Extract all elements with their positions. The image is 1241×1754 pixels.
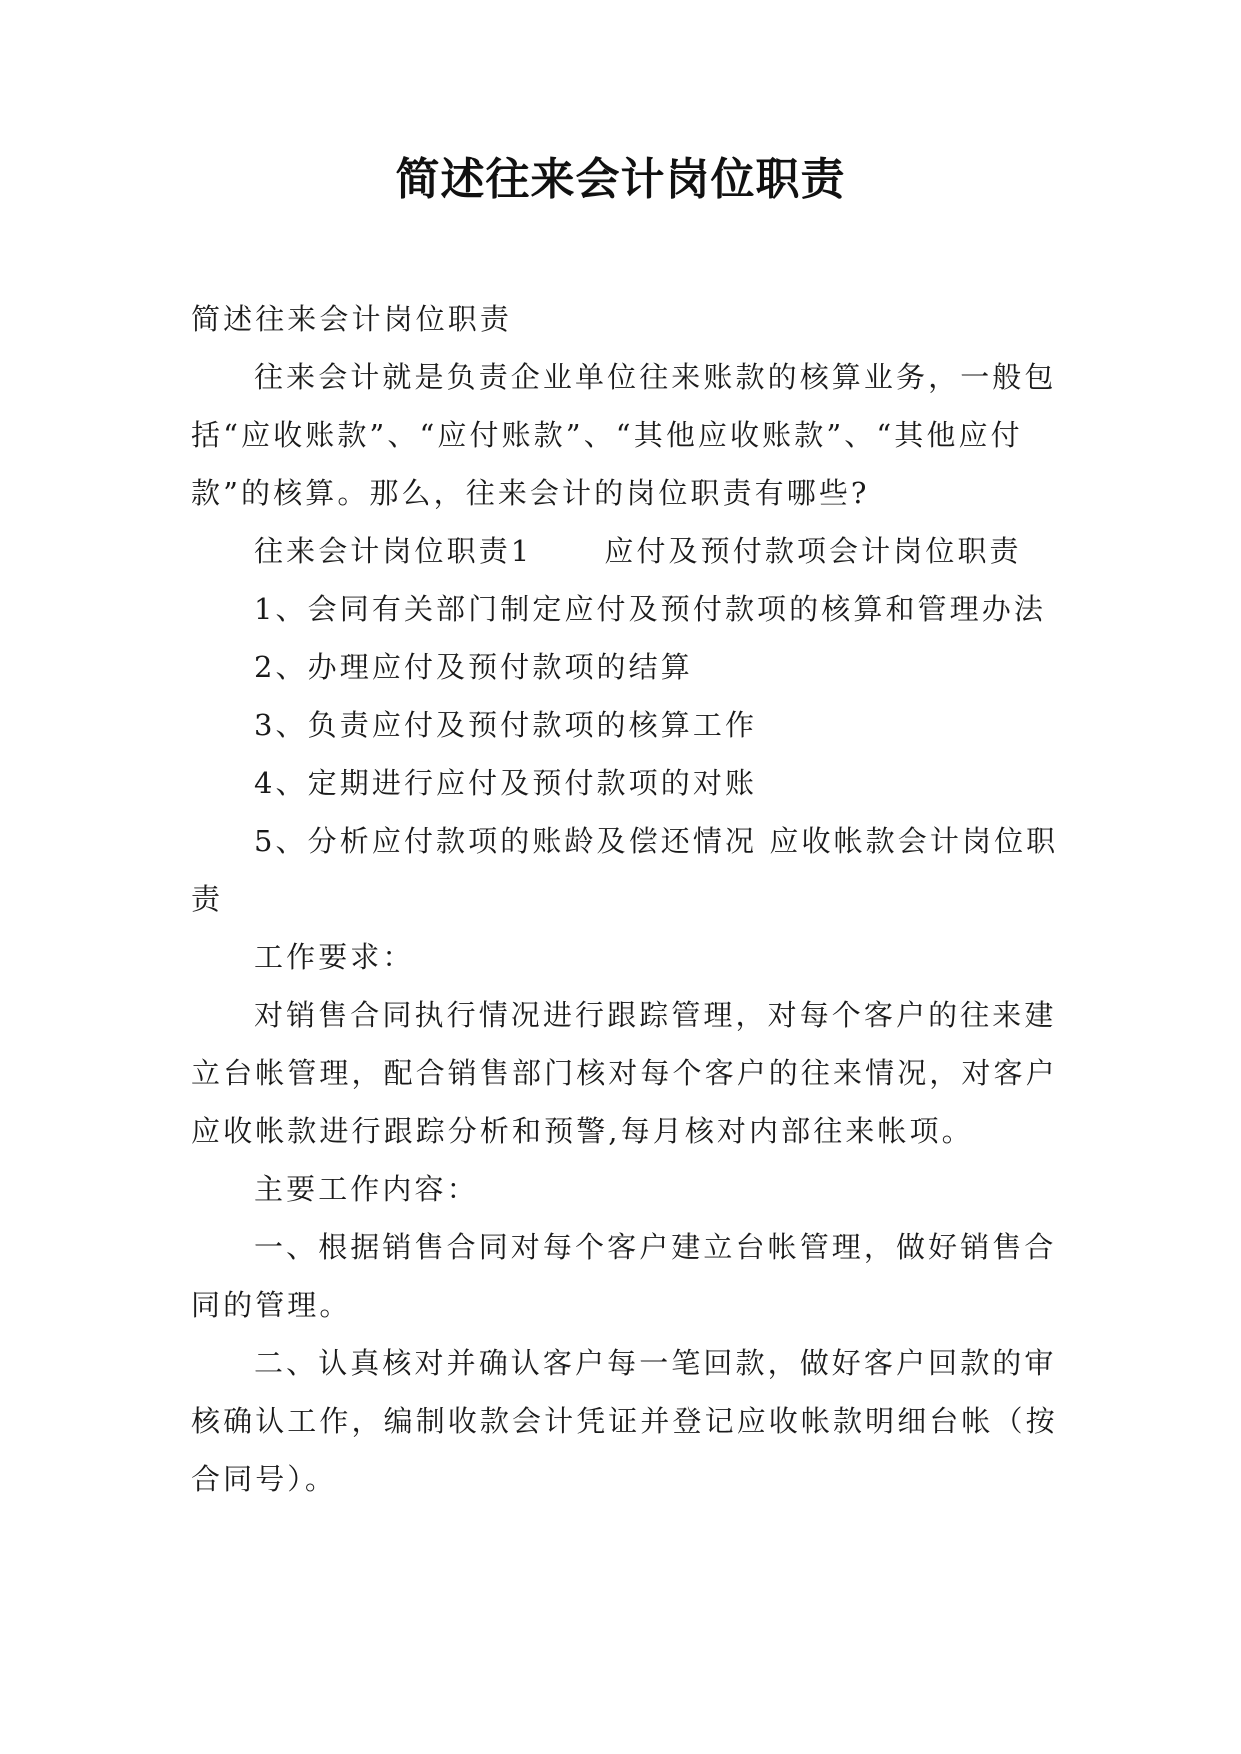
section-label: 往来会计岗位职责1	[254, 534, 533, 568]
paragraph-work-requirements: 对销售合同执行情况进行跟踪管理，对每个客户的往来建立台帐管理，配合销售部门核对每个客户的往来情况，对客户应收帐款进行跟踪分析和预警,每月核对内部往来帐项。	[191, 998, 1058, 1148]
list-item-4: 4、定期进行应付及预付款项的对账	[254, 766, 758, 800]
list-item-5: 5、分析应付款项的账龄及偿还情况 应收帐款会计岗位职责	[191, 824, 1059, 916]
paragraph-section-heading	[191, 522, 1061, 580]
list-item-1: 1、会同有关部门制定应付及预付款项的核算和管理办法	[254, 592, 1046, 626]
paragraph-main-content-heading: 主要工作内容：	[254, 1172, 479, 1206]
paragraph-work-requirements-heading: 工作要求：	[254, 940, 415, 974]
document-body	[191, 290, 1061, 1508]
section-heading: 应付及预付款项会计岗位职责	[604, 534, 1022, 568]
document-title: 简述往来会计岗位职责	[395, 154, 846, 205]
paragraph-intro: 往来会计就是负责企业单位往来账款的核算业务，一般包括“应收账款”、“应付账款”、“其他应收账款”、“其他应付款”的核算。那么，往来会计的岗位职责有哪些?	[191, 360, 1057, 510]
list-item-3: 3、负责应付及预付款项的核算工作	[254, 708, 758, 742]
list-item-2: 2、办理应付及预付款项的结算	[254, 650, 693, 684]
paragraph-content-1: 一、根据销售合同对每个客户建立台帐管理，做好销售合同的管理。	[191, 1230, 1057, 1322]
paragraph-subtitle: 简述往来会计岗位职责	[191, 302, 513, 336]
paragraph-content-2: 二、认真核对并确认客户每一笔回款，做好客户回款的审核确认工作，编制收款会计凭证并登记应收帐款明细台帐（按合同号）。	[191, 1346, 1058, 1496]
